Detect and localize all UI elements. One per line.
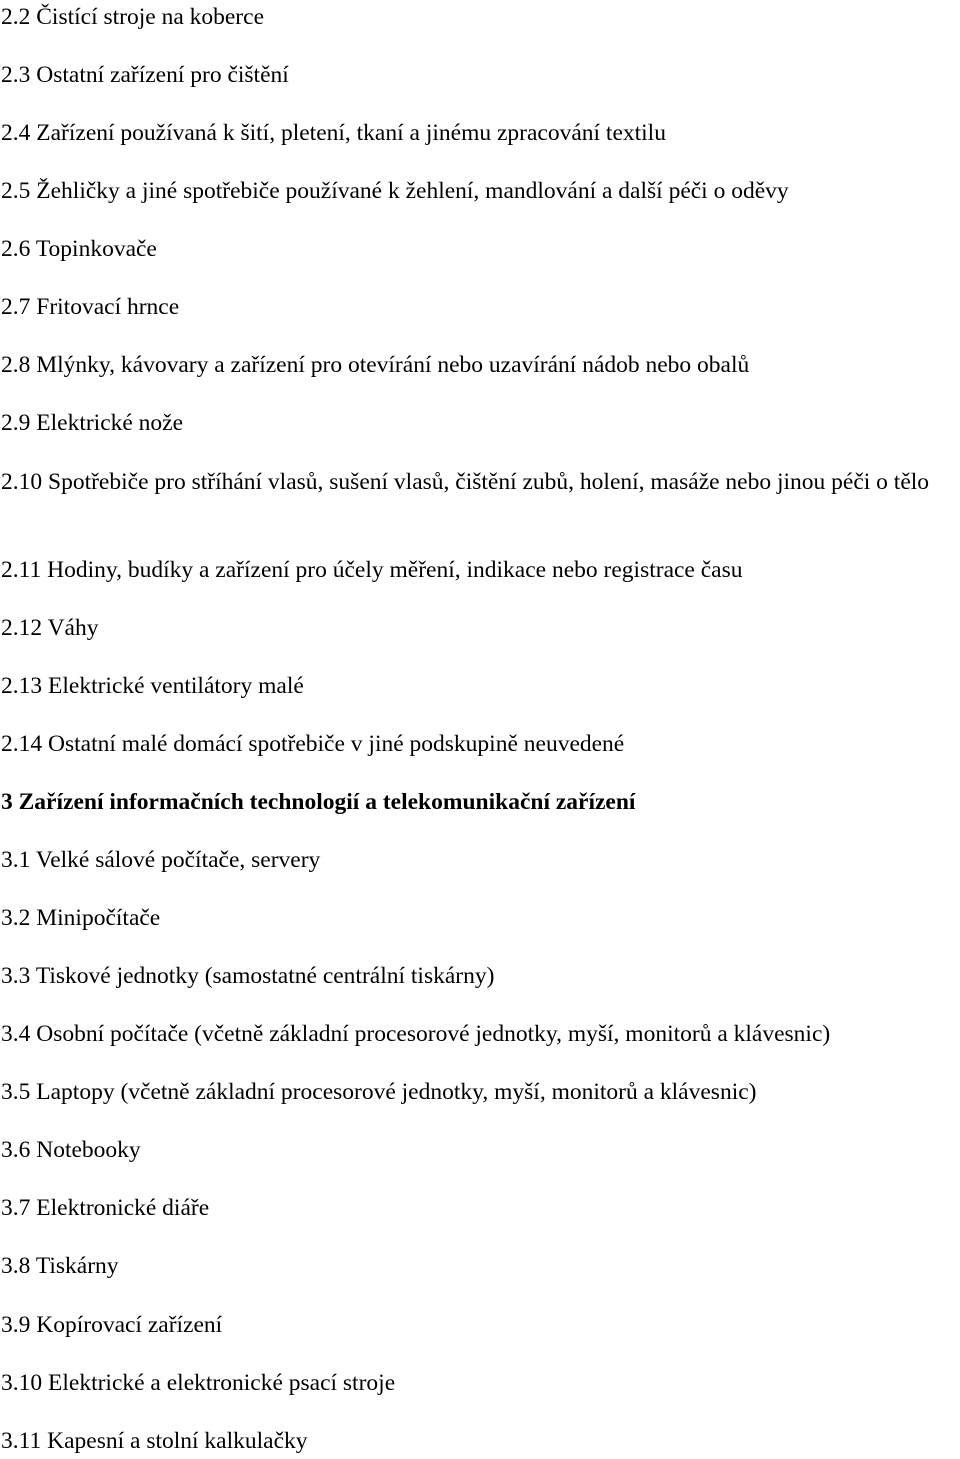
section-heading: 3 Zařízení informačních technologií a telekomunikační zařízení — [1, 789, 636, 815]
list-item: 3.6 Notebooky — [1, 1137, 141, 1163]
list-item: 3.3 Tiskové jednotky (samostatné centrální tiskárny) — [1, 963, 495, 989]
list-item: 3.5 Laptopy (včetně základní procesorové jednotky, myší, monitorů a klávesnic) — [1, 1079, 757, 1105]
list-item: 3.10 Elektrické a elektronické psací stroje — [1, 1370, 396, 1396]
list-item: 3.1 Velké sálové počítače, servery — [1, 847, 321, 873]
list-item: 2.14 Ostatní malé domácí spotřebiče v jiné podskupině neuvedené — [1, 731, 625, 757]
list-item: 2.2 Čistící stroje na koberce — [1, 4, 264, 30]
list-item: 3.7 Elektronické diáře — [1, 1195, 210, 1221]
list-item: 3.2 Minipočítače — [1, 905, 161, 931]
list-item: 2.13 Elektrické ventilátory malé — [1, 673, 304, 699]
list-item: 2.3 Ostatní zařízení pro čištění — [1, 62, 289, 88]
list-item: 3.9 Kopírovací zařízení — [1, 1312, 223, 1338]
list-item: 2.10 Spotřebiče pro stříhání vlasů, sušení vlasů, čištění zubů, holení, masáže nebo jinou péči o tělo — [1, 469, 930, 495]
list-item: 3.11 Kapesní a stolní kalkulačky — [1, 1428, 308, 1454]
list-item: 2.11 Hodiny, budíky a zařízení pro účely měření, indikace nebo registrace času — [1, 557, 743, 583]
list-item: 2.7 Fritovací hrnce — [1, 294, 180, 320]
list-item: 2.8 Mlýnky, kávovary a zařízení pro otevírání nebo uzavírání nádob nebo obalů — [1, 352, 750, 378]
list-item: 2.5 Žehličky a jiné spotřebiče používané k žehlení, mandlování a další péči o oděvy — [1, 178, 789, 204]
list-item: 2.6 Topinkovače — [1, 236, 157, 262]
list-item: 3.4 Osobní počítače (včetně základní procesorové jednotky, myší, monitorů a klávesnic) — [1, 1021, 831, 1047]
list-item: 2.4 Zařízení používaná k šití, pletení, tkaní a jinému zpracování textilu — [1, 120, 666, 146]
list-item: 2.9 Elektrické nože — [1, 410, 184, 436]
list-item: 3.8 Tiskárny — [1, 1253, 119, 1279]
list-item: 2.12 Váhy — [1, 615, 99, 641]
